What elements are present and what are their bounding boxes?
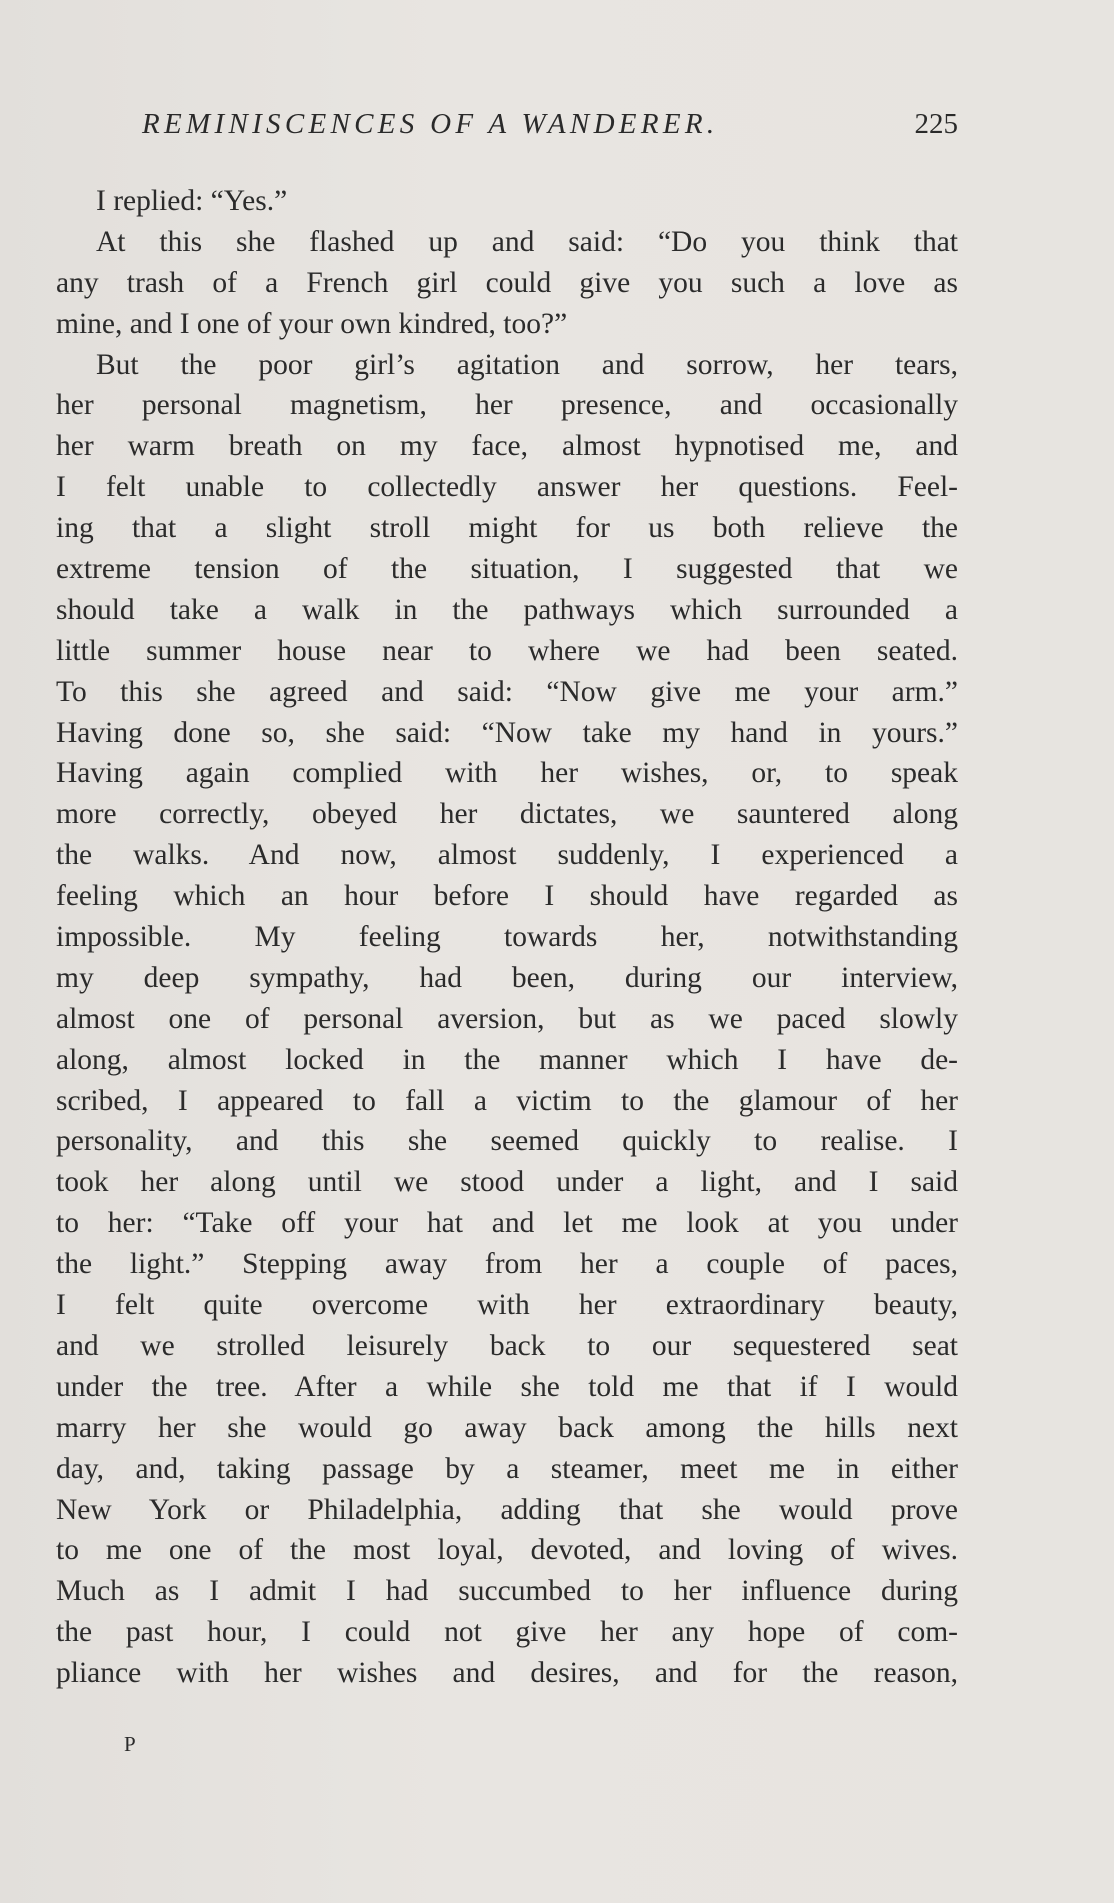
text-line: her warm breath on my face, almost hypnotised me, and: [56, 430, 958, 463]
text-line: her personal magnetism, her presence, and occasionally: [56, 389, 958, 422]
text-line: should take a walk in the pathways which surrounded a: [56, 593, 958, 626]
text-line: little summer house near to where we had been seated.: [56, 634, 958, 667]
page-header: [56, 108, 958, 148]
text-line: day, and, taking passage by a steamer, meet me in either: [56, 1452, 958, 1485]
text-line: mine, and I one of your own kindred, too?”: [56, 307, 568, 340]
text-line: and we strolled leisurely back to our sequestered seat: [56, 1329, 958, 1362]
text-line: pliance with her wishes and desires, and for the reason,: [56, 1657, 958, 1690]
text-line: But the poor girl’s agitation and sorrow, her tears,: [96, 348, 958, 381]
text-line: scribed, I appeared to fall a victim to the glamour of her: [56, 1084, 958, 1117]
text-line: I replied: “Yes.”: [96, 185, 288, 217]
text-line: the past hour, I could not give her any hope of com-: [56, 1616, 958, 1649]
text-line: impossible. My feeling towards her, notwithstanding: [56, 921, 958, 954]
page-number: 225: [914, 108, 958, 140]
text-line: I felt quite overcome with her extraordinary beauty,: [56, 1289, 958, 1322]
text-line: personality, and this she seemed quickly to realise. I: [56, 1125, 958, 1158]
text-line: along, almost locked in the manner which I have de-: [56, 1043, 958, 1076]
text-line: feeling which an hour before I should have regarded as: [56, 880, 958, 913]
text-line: any trash of a French girl could give you such a love as: [56, 266, 958, 299]
text-line: my deep sympathy, had been, during our interview,: [56, 961, 958, 994]
text-line: to me one of the most loyal, devoted, and loving of wives.: [56, 1534, 958, 1567]
text-line: Much as I admit I had succumbed to her influence during: [56, 1575, 958, 1608]
body-text: [56, 181, 958, 1694]
signature-mark: P: [124, 1732, 136, 1756]
text-line: New York or Philadelphia, adding that she would prove: [56, 1493, 958, 1526]
text-line: the walks. And now, almost suddenly, I experienced a: [56, 839, 958, 872]
text-line: to her: “Take off your hat and let me look at you under: [56, 1207, 958, 1240]
text-line: I felt unable to collectedly answer her questions. Feel-: [56, 471, 958, 504]
text-line: almost one of personal aversion, but as we paced slowly: [56, 1002, 958, 1035]
text-line: extreme tension of the situation, I suggested that we: [56, 553, 958, 586]
text-line: took her along until we stood under a light, and I said: [56, 1166, 958, 1199]
text-line: Having again complied with her wishes, or, to speak: [56, 757, 958, 790]
text-line: the light.” Stepping away from her a couple of paces,: [56, 1248, 958, 1281]
text-line: At this she flashed up and said: “Do you think that: [96, 225, 958, 258]
text-line: more correctly, obeyed her dictates, we sauntered along: [56, 798, 958, 831]
text-line: under the tree. After a while she told me that if I would: [56, 1370, 958, 1403]
text-line: ing that a slight stroll might for us both relieve the: [56, 512, 958, 545]
text-line: To this she agreed and said: “Now give me your arm.”: [56, 675, 958, 708]
text-line: Having done so, she said: “Now take my hand in yours.”: [56, 716, 958, 749]
text-line: marry her she would go away back among the hills next: [56, 1411, 958, 1444]
running-head: REMINISCENCES OF A WANDERER.: [142, 108, 719, 140]
